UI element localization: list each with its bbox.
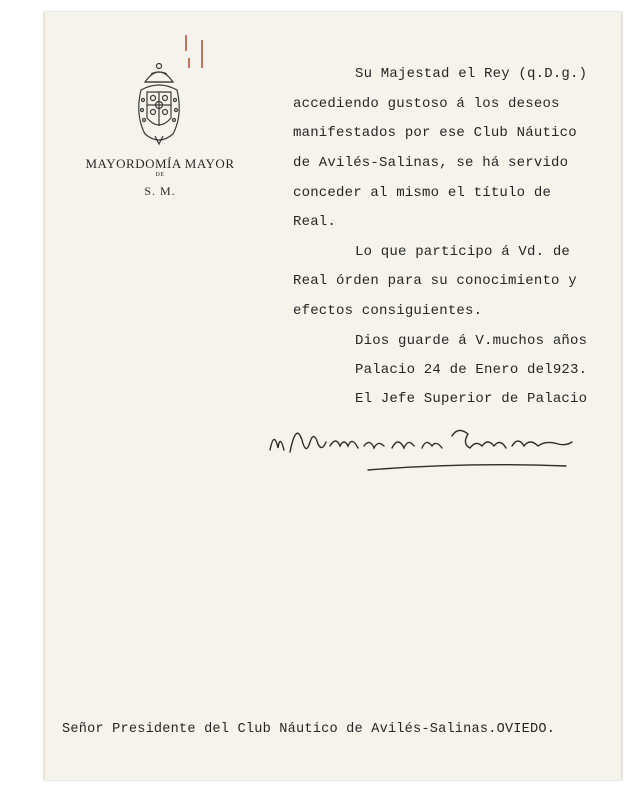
handwritten-signature — [266, 412, 586, 478]
body-line: Lo que participo á Vd. de — [355, 244, 571, 260]
ink-mark — [185, 35, 187, 51]
body-line: efectos consiguientes. — [293, 303, 483, 319]
letterhead-de: DE — [155, 172, 165, 178]
body-line: El Jefe Superior de Palacio — [355, 391, 588, 407]
body-line: conceder al mismo el título de — [293, 185, 552, 201]
body-line: accediendo gustoso á los deseos — [293, 96, 560, 112]
body-line: manifestados por ese Club Náutico — [293, 125, 577, 141]
body-line: Real órden para su conocimiento y — [293, 273, 577, 289]
addressee-line: Señor Presidente del Club Náutico de Avilés-Salinas.OVIEDO. — [62, 722, 556, 737]
body-line: de Avilés-Salinas, se há servido — [293, 155, 569, 171]
body-line: Real. — [293, 214, 337, 230]
signature-text: El Marqués de la Torrecilla — [266, 476, 283, 477]
royal-crest-icon — [131, 60, 187, 146]
body-line: Palacio 24 de Enero del923. — [355, 362, 588, 378]
body-line: Su Majestad el Rey (q.D.g.) — [355, 66, 588, 82]
letterhead-sm: S. M. — [144, 184, 176, 198]
body-line: Dios guarde á V.muchos años — [355, 333, 588, 349]
letterhead-title: MAYORDOMÍA MAYOR — [85, 156, 235, 171]
ink-mark — [188, 58, 190, 68]
ink-mark — [201, 40, 203, 68]
